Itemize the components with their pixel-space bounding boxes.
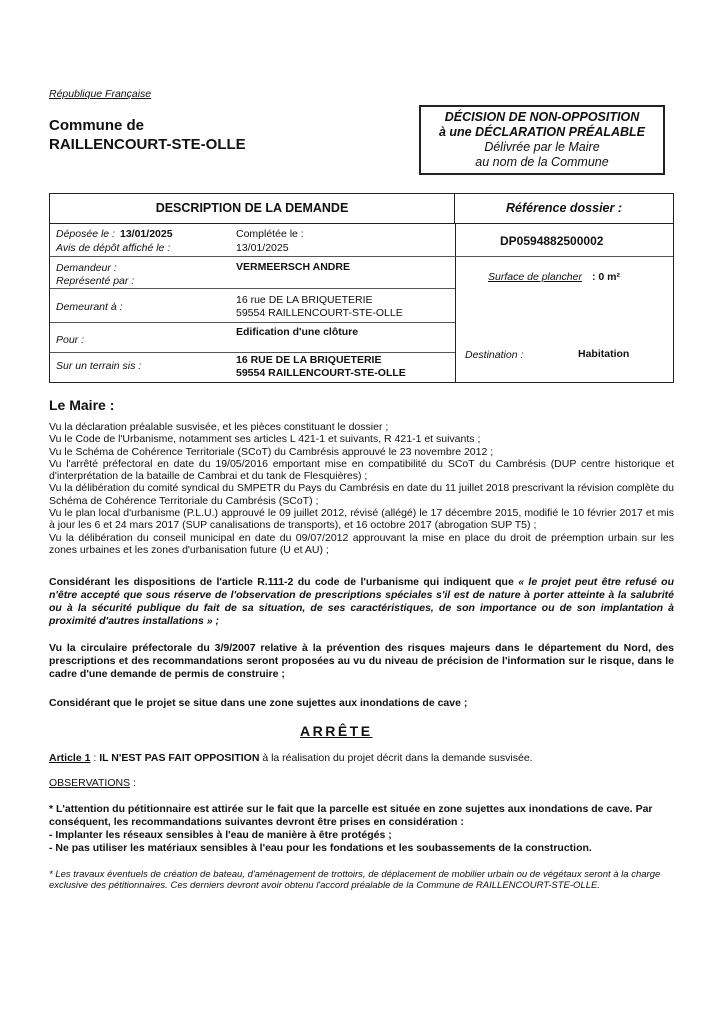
vu-line: Vu la déclaration préalable susvisée, et les pièces constituant le dossier ; bbox=[49, 421, 389, 433]
vu-line: Vu le plan local d'urbanisme (P.L.U.) approuvé le 09 juillet 2012, révisé (allégé) le 17 décembre 2015, modifié le 10 février 2017 et mis à jour les 6 et 24 mars 2017 (SUP canalisations de transports), et 16 octobre 2017 (abrogation SUP T5) ; bbox=[49, 507, 674, 532]
destination-label: Destination : bbox=[465, 349, 524, 361]
terrain-label: Sur un terrain sis : bbox=[56, 360, 142, 372]
demeurant-label: Demeurant à : bbox=[56, 301, 123, 313]
terrain-line1: 16 RUE DE LA BRIQUETERIE bbox=[236, 354, 382, 366]
maire-title: Le Maire : bbox=[49, 397, 115, 413]
vu-line: Vu l'arrêté préfectoral en date du 19/05/2016 emportant mise en compatibilité du SCoT du Cambrésis (DUP centre historique et d'interprétation de la bataille de Cambrai et du tank de Flesquières) ; bbox=[49, 457, 674, 483]
terrain-line2: 59554 RAILLENCOURT-STE-OLLE bbox=[236, 367, 406, 379]
table-vertical-divider bbox=[455, 224, 456, 382]
avis-depot-value: 13/01/2025 bbox=[236, 242, 289, 254]
article-1 bbox=[49, 752, 674, 764]
decision-line2: à une DÉCLARATION PRÉALABLE bbox=[438, 125, 646, 139]
footnote: * Les travaux éventuels de création de bateau, d'aménagement de trottoirs, de déplacement de mobilier urbain ou de végétaux seront à la charge exclusive des pétitionnaires. Ces derniers devront avoir obtenu l'accord préalable de la Commune de RAILLENCOURT-STE-OLLE. bbox=[49, 869, 661, 891]
destination-value: Habitation bbox=[578, 348, 630, 360]
commune-name bbox=[49, 116, 246, 154]
vu-line: Vu le Schéma de Cohérence Territoriale (SCoT) du Cambrésis approuvé le 23 novembre 2012 ; bbox=[49, 445, 494, 458]
deposee-value: 13/01/2025 bbox=[120, 228, 173, 240]
row-divider bbox=[50, 256, 455, 257]
observations-colon: : bbox=[130, 777, 136, 789]
row-divider bbox=[455, 256, 673, 257]
demandeur-label: Demandeur : bbox=[56, 262, 117, 274]
demeurant-line2: 59554 RAILLENCOURT-STE-OLLE bbox=[236, 307, 403, 319]
vu-line: Vu le Code de l'Urbanisme, notamment ses articles L 421-1 et suivants, R 421-1 et suivants ; bbox=[49, 433, 481, 446]
considerant-inondations: Considérant que le projet se situe dans une zone sujettes aux inondations de cave ; bbox=[49, 697, 468, 709]
pour-label: Pour : bbox=[56, 334, 85, 346]
observation-item: - Ne pas utiliser les matériaux sensibles à l'eau pour les fondations et les soubassements de la construction. bbox=[49, 842, 592, 854]
arrete-title: ARRÊTE bbox=[300, 723, 373, 739]
request-description-table bbox=[49, 193, 674, 383]
decision-line1: DÉCISION DE NON-OPPOSITION bbox=[444, 110, 640, 124]
article-1-label: Article 1 bbox=[49, 752, 91, 764]
observations-list bbox=[49, 803, 674, 855]
represente-label: Représenté par : bbox=[56, 275, 135, 287]
commune-line1: Commune de bbox=[49, 117, 145, 134]
demeurant-line1: 16 rue DE LA BRIQUETERIE bbox=[236, 294, 373, 306]
considerant-r111-2 bbox=[49, 576, 674, 628]
vu-line: Vu la délibération du conseil municipal en date du 09/07/2012 approuvant la mise en place du droit de préemption urbain sur les zones urbaines et les zones d'urbanisation future (U et AU) ; bbox=[49, 531, 674, 556]
observation-item: * L'attention du pétitionnaire est attirée sur le fait que la parcelle est située en zone sujettes aux inondations de cave. Par conséquent, les recommandations suivantes devront être prises en considération : bbox=[49, 803, 653, 828]
commune-line2: RAILLENCOURT-STE-OLLE bbox=[49, 136, 246, 153]
article-1-separator: : bbox=[90, 752, 100, 764]
vu-list bbox=[49, 421, 674, 556]
observations-heading bbox=[49, 777, 674, 789]
surface-label: Surface de plancher bbox=[488, 271, 582, 283]
article-1-text: à la réalisation du projet décrit dans la demande susvisée. bbox=[259, 752, 533, 764]
decision-line3: Délivrée par le Maire bbox=[484, 140, 600, 154]
observations-title: OBSERVATIONS bbox=[49, 777, 131, 789]
decision-line4: au nom de la Commune bbox=[475, 155, 609, 169]
article-1-decision: IL N'EST PAS FAIT OPPOSITION bbox=[99, 752, 260, 764]
decision-box bbox=[419, 105, 665, 175]
vu-line: Vu la délibération du comité syndical du SMPETR du Pays du Cambrésis en date du 11 juillet 2018 prescrivant la révision complète du Schéma de Cohérence Territoriale du Cambrésis (SCoT) ; bbox=[49, 482, 674, 507]
avis-depot-label: Avis de dépôt affiché le : bbox=[56, 242, 171, 254]
row-divider bbox=[50, 352, 455, 353]
row-divider bbox=[50, 288, 455, 289]
circulaire-paragraph: Vu la circulaire préfectorale du 3/9/2007 relative à la prévention des risques majeurs dans le département du Nord, des prescriptions et des recommandations seront proposées au vu du niveau de précision de l'information sur le risque, dans le cadre d'une demande de permis de construire ; bbox=[49, 642, 674, 680]
reference-number: DP0594882500002 bbox=[500, 234, 604, 248]
considerant-r111-2-quote: « le projet peut être refusé ou n'être accepté que sous réserve de l'observation de prescriptions spéciales s'il est de nature à porter atteinte à la salubrité ou à la sécurité publique du fait de sa situation, de ses caractéristiques, de son importance ou de son implantation à proximité d'autres installations » ; bbox=[49, 576, 674, 627]
surface-value: : 0 m² bbox=[592, 271, 621, 283]
completee-label: Complétée le : bbox=[236, 228, 304, 240]
considerant-r111-2-intro: Considérant les dispositions de l'article R.111-2 du code de l'urbanisme qui indiquent que bbox=[49, 576, 514, 588]
observation-item: - Implanter les réseaux sensibles à l'eau de manière à être protégés ; bbox=[49, 829, 392, 841]
demandeur-value: VERMEERSCH ANDRE bbox=[236, 261, 350, 273]
description-header: DESCRIPTION DE LA DEMANDE bbox=[50, 194, 455, 224]
pour-value: Edification d'une clôture bbox=[236, 326, 359, 338]
deposee-label: Déposée le : bbox=[56, 228, 115, 240]
reference-header: Référence dossier : bbox=[455, 194, 673, 224]
row-divider bbox=[50, 322, 455, 323]
republique-francaise: République Française bbox=[49, 88, 152, 100]
